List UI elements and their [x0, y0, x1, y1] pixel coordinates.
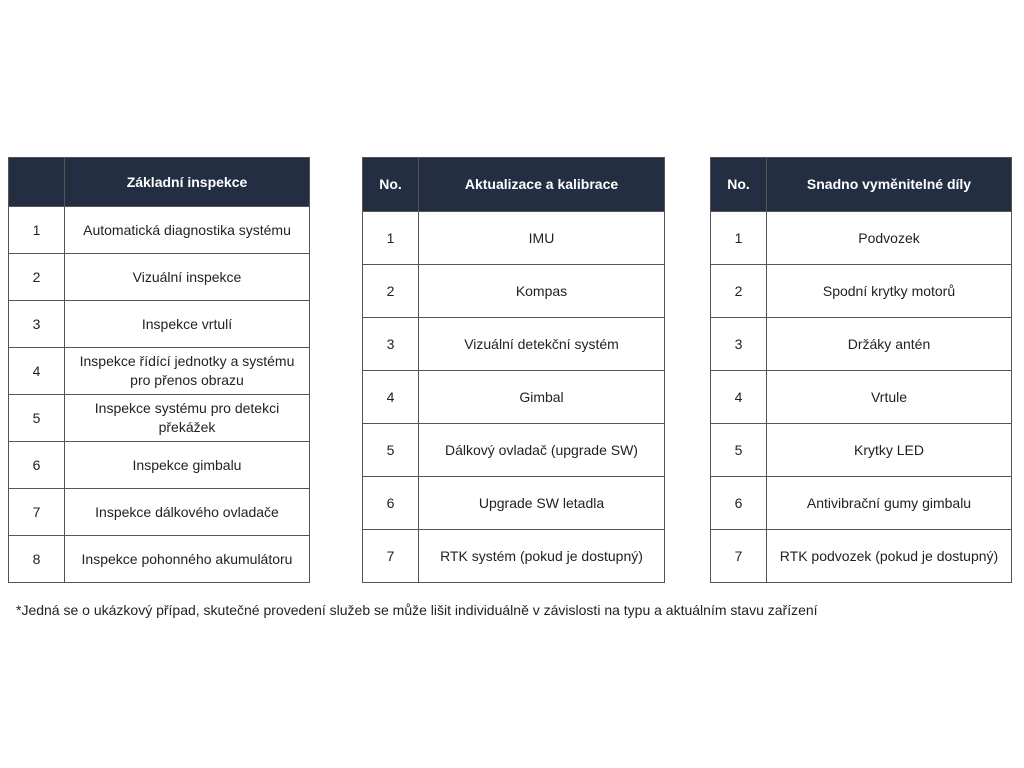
table-row: [711, 371, 1012, 424]
table-header-row: [711, 158, 1012, 212]
row-number: 7: [711, 530, 767, 583]
row-number: 2: [711, 265, 767, 318]
table-row: [9, 536, 310, 583]
row-text: Inspekce řídící jednotky a systému pro přenos obrazu: [65, 348, 310, 395]
table-row: [9, 348, 310, 395]
updates-calibration-table: [362, 157, 665, 583]
column-header-no: No.: [711, 158, 767, 212]
row-number: 4: [9, 348, 65, 395]
row-text: Spodní krytky motorů: [767, 265, 1012, 318]
row-number: 7: [363, 530, 419, 583]
row-text: Gimbal: [419, 371, 665, 424]
row-number: 7: [9, 489, 65, 536]
row-number: 4: [363, 371, 419, 424]
table-row: [9, 207, 310, 254]
basic-inspection-table: [8, 157, 310, 583]
row-text: Vizuální detekční systém: [419, 318, 665, 371]
row-text: Inspekce systému pro detekci překážek: [65, 395, 310, 442]
row-number: 8: [9, 536, 65, 583]
row-text: Inspekce dálkového ovladače: [65, 489, 310, 536]
table-row: [711, 477, 1012, 530]
table-row: [711, 318, 1012, 371]
row-text: Dálkový ovladač (upgrade SW): [419, 424, 665, 477]
table-row: [711, 424, 1012, 477]
row-number: 1: [363, 212, 419, 265]
row-number: 5: [711, 424, 767, 477]
row-number: 5: [363, 424, 419, 477]
table-header-row: [363, 158, 665, 212]
footnote: *Jedná se o ukázkový případ, skutečné provedení služeb se může lišit individuálně v závislosti na typu a aktuálním stavu zařízení: [16, 602, 818, 618]
row-text: Podvozek: [767, 212, 1012, 265]
table-row: [9, 301, 310, 348]
table-row: [711, 530, 1012, 583]
table-row: [711, 212, 1012, 265]
table-header-row: [9, 158, 310, 207]
row-text: Inspekce vrtulí: [65, 301, 310, 348]
row-text: Vizuální inspekce: [65, 254, 310, 301]
row-text: Automatická diagnostika systému: [65, 207, 310, 254]
row-text: RTK podvozek (pokud je dostupný): [767, 530, 1012, 583]
row-text: Inspekce pohonného akumulátoru: [65, 536, 310, 583]
column-header-title: Základní inspekce: [65, 158, 310, 207]
row-number: 1: [9, 207, 65, 254]
table-row: [363, 477, 665, 530]
row-number: 1: [711, 212, 767, 265]
table-row: [9, 442, 310, 489]
row-number: 3: [9, 301, 65, 348]
row-text: IMU: [419, 212, 665, 265]
row-text: Kompas: [419, 265, 665, 318]
column-header-no: [9, 158, 65, 207]
table-row: [711, 265, 1012, 318]
table-row: [9, 489, 310, 536]
row-number: 3: [711, 318, 767, 371]
table-row: [363, 371, 665, 424]
row-number: 5: [9, 395, 65, 442]
column-header-no: No.: [363, 158, 419, 212]
row-text: RTK systém (pokud je dostupný): [419, 530, 665, 583]
table-row: [9, 395, 310, 442]
row-number: 3: [363, 318, 419, 371]
table-row: [9, 254, 310, 301]
row-number: 2: [9, 254, 65, 301]
row-number: 6: [711, 477, 767, 530]
table-row: [363, 265, 665, 318]
row-text: Držáky antén: [767, 318, 1012, 371]
replaceable-parts-table: [710, 157, 1012, 583]
row-text: Vrtule: [767, 371, 1012, 424]
row-text: Antivibrační gumy gimbalu: [767, 477, 1012, 530]
row-number: 4: [711, 371, 767, 424]
row-text: Inspekce gimbalu: [65, 442, 310, 489]
row-number: 6: [363, 477, 419, 530]
row-text: Upgrade SW letadla: [419, 477, 665, 530]
table-row: [363, 424, 665, 477]
row-text: Krytky LED: [767, 424, 1012, 477]
table-row: [363, 318, 665, 371]
table-row: [363, 212, 665, 265]
column-header-title: Snadno vyměnitelné díly: [767, 158, 1012, 212]
column-header-title: Aktualizace a kalibrace: [419, 158, 665, 212]
table-row: [363, 530, 665, 583]
row-number: 2: [363, 265, 419, 318]
row-number: 6: [9, 442, 65, 489]
